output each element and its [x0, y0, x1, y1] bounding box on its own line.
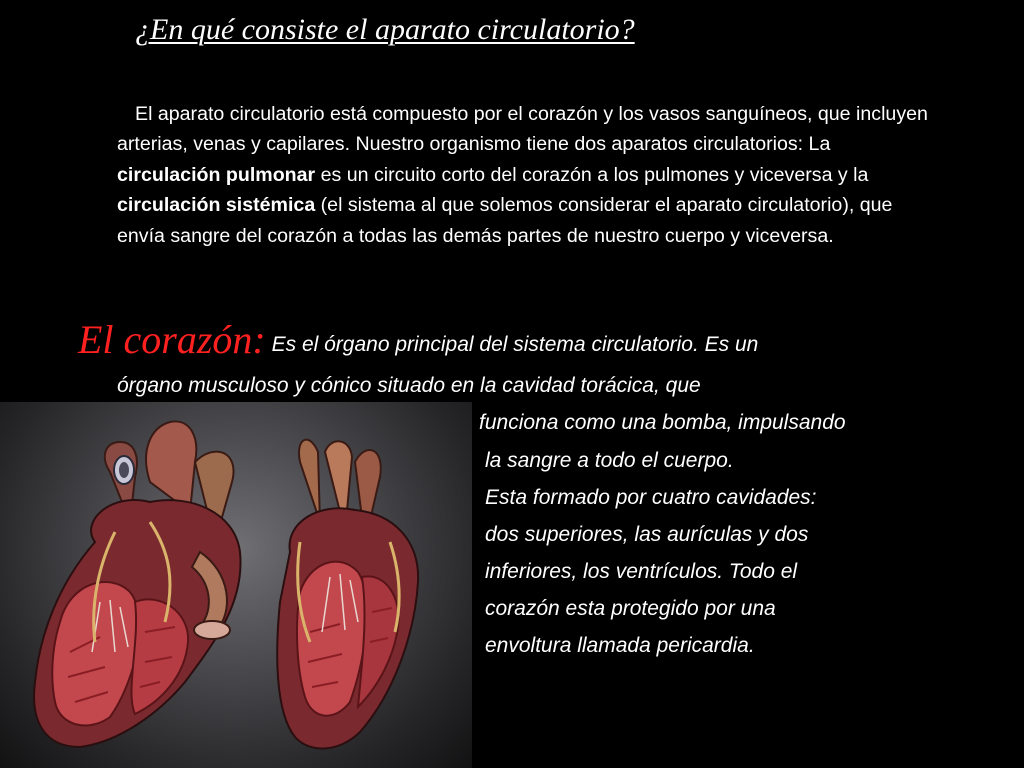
heart-description-line-8: corazón esta protegido por una — [485, 597, 776, 620]
heart-description-line-3: funciona como una bomba, impulsando — [479, 411, 846, 434]
heart-description-line-5: Esta formado por cuatro cavidades: — [485, 486, 817, 509]
intro-text-1: El aparato circulatorio está compuesto por el corazón y los vasos sanguíneos, que incluyen arterias, venas y capilares. Nuestro organismo tiene dos aparatos circulatorios: La — [117, 103, 928, 156]
heart-right-illustration — [277, 440, 418, 749]
heart-left-illustration — [34, 421, 240, 747]
slide-title: ¿En qué consiste el aparato circulatorio? — [135, 13, 635, 46]
pulmonary-circulation-term: circulación pulmonar — [117, 163, 316, 186]
heart-description-line-2: órgano musculoso y cónico situado en la cavidad torácica, que — [117, 374, 701, 397]
intro-text-2: es un circuito corto del corazón a los pulmones y viceversa y la — [315, 163, 869, 186]
heart-text-1: Es el órgano principal del sistema circulatorio. Es un — [271, 333, 759, 356]
heart-description-line-7: inferiores, los ventrículos. Todo el — [485, 560, 798, 583]
heart-description-line-1 — [78, 317, 759, 362]
heart-description-line-4: la sangre a todo el cuerpo. — [485, 449, 734, 472]
heart-heading: El corazón: — [78, 317, 266, 362]
heart-description-line-9: envoltura llamada pericardia. — [485, 634, 755, 657]
intro-paragraph — [117, 99, 935, 251]
intro-text-3: (el sistema al que solemos considerar el aparato circulatorio), que envía sangre del corazón a todas las demás partes de nuestro cuerpo y viceversa. — [117, 194, 893, 247]
heart-cross-section-image — [0, 402, 472, 768]
systemic-circulation-term: circulación sistémica — [117, 194, 316, 217]
heart-description-line-6: dos superiores, las aurículas y dos — [485, 523, 809, 546]
